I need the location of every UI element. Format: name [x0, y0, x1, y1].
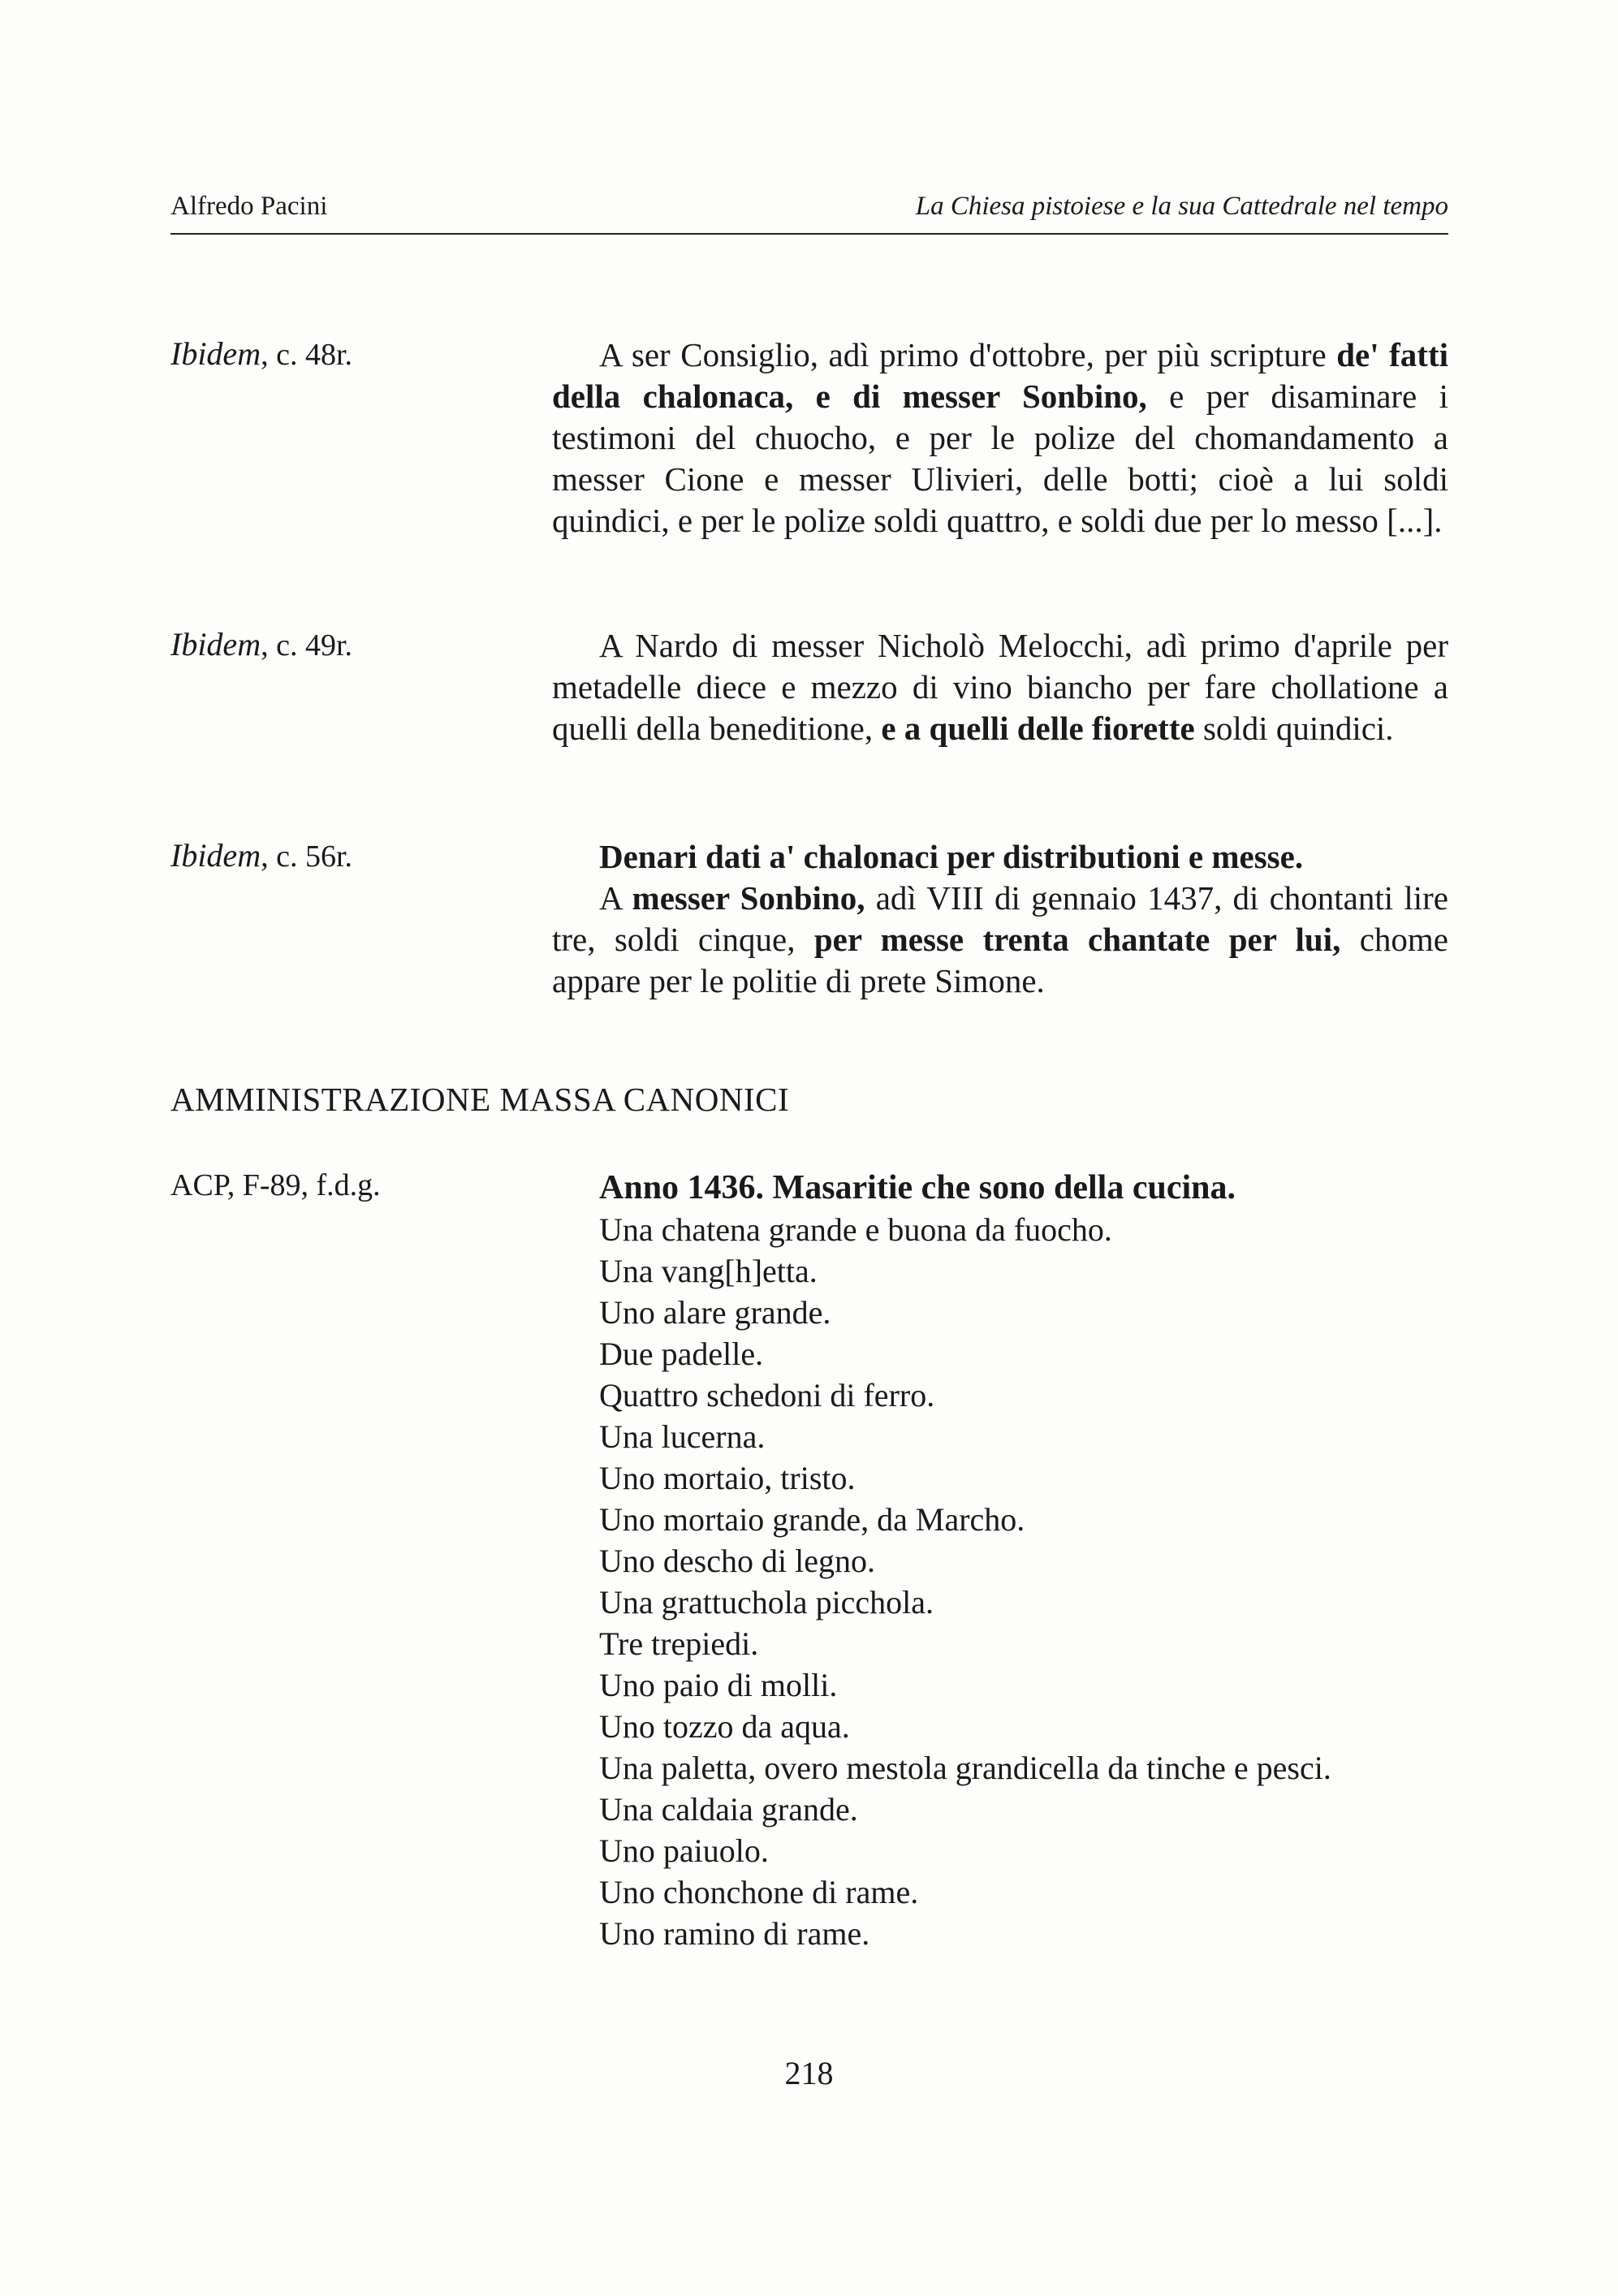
entry-reference: Ibidem, c. 48r. [170, 335, 353, 372]
list-item: Uno mortaio grande, da Marcho. [599, 1501, 1025, 1538]
running-head [170, 192, 1448, 235]
list-item: Uno descho di legno. [599, 1543, 875, 1579]
list-item: Tre trepiedi. [599, 1625, 759, 1662]
entry-heading: Denari dati a' chalonaci per distributioni e messe. [599, 838, 1304, 875]
entry-reference: Ibidem, c. 56r. [170, 837, 353, 874]
entry-49r [170, 625, 1448, 749]
inventory-title: Anno 1436. Masaritie che sono della cucina. [599, 1169, 1236, 1206]
inventory-list [599, 1167, 1448, 1954]
list-item: Uno ramino di rame. [599, 1915, 870, 1952]
entry-text: A ser Consiglio, adì primo d'ottobre, per più scripture de' fatti della chalonaca, e di messer Sonbino, e per disaminare i testimoni del chuocho, e per le polize del chomandamento a messer Cione e messer Ulivieri, delle botti; cioè a lui soldi quindici, e per le polize soldi quattro, e soldi due per lo messo [...]. [552, 336, 1448, 539]
list-item: Una caldaia grande. [599, 1791, 858, 1828]
page-number: 218 [784, 2055, 834, 2091]
list-item: Due padelle. [599, 1336, 764, 1372]
list-item: Una grattuchola picchola. [599, 1584, 934, 1621]
list-item: Uno paiuolo. [599, 1832, 769, 1869]
list-item: Quattro schedoni di ferro. [599, 1377, 935, 1413]
entry-56r [170, 836, 1448, 1002]
entry-reference: Ibidem, c. 49r. [170, 626, 353, 662]
list-item: Uno paio di molli. [599, 1667, 838, 1703]
list-item: Uno alare grande. [599, 1294, 831, 1331]
list-item: Uno tozzo da aqua. [599, 1708, 850, 1745]
list-item: Una lucerna. [599, 1418, 766, 1455]
list-item: Una vang[h]etta. [599, 1253, 818, 1289]
running-head-author: Alfredo Pacini [170, 192, 328, 221]
entry-48r [170, 334, 1448, 542]
entry-text: Denari dati a' chalonaci per distributioni e messe. A messer Sonbino, adì VIII di gennaio 1437, di chontanti lire tre, soldi cinque, per messe trenta chantate per lui, chome appare per le politie di prete Simone. [552, 838, 1448, 999]
list-item: Una paletta, overo mestola grandicella da tinche e pesci. [599, 1750, 1331, 1786]
entry-acp-inventory [170, 1167, 1448, 1954]
running-head-title: La Chiesa pistoiese e la sua Cattedrale nel tempo [915, 192, 1448, 221]
list-item: Uno mortaio, tristo. [599, 1460, 856, 1496]
entry-text: A Nardo di messer Nicholò Melocchi, adì primo d'aprile per metadelle diece e mezzo di vino biancho per fare chollatione a quelli della beneditione, e a quelli delle fiorette soldi quindici. [552, 627, 1448, 747]
list-item: Una chatena grande e buona da fuocho. [599, 1211, 1112, 1248]
section-title: AMMINISTRAZIONE MASSA CANONICI [170, 1081, 790, 1118]
entry-reference: ACP, F-89, f.d.g. [170, 1168, 381, 1202]
list-item: Uno chonchone di rame. [599, 1874, 919, 1910]
